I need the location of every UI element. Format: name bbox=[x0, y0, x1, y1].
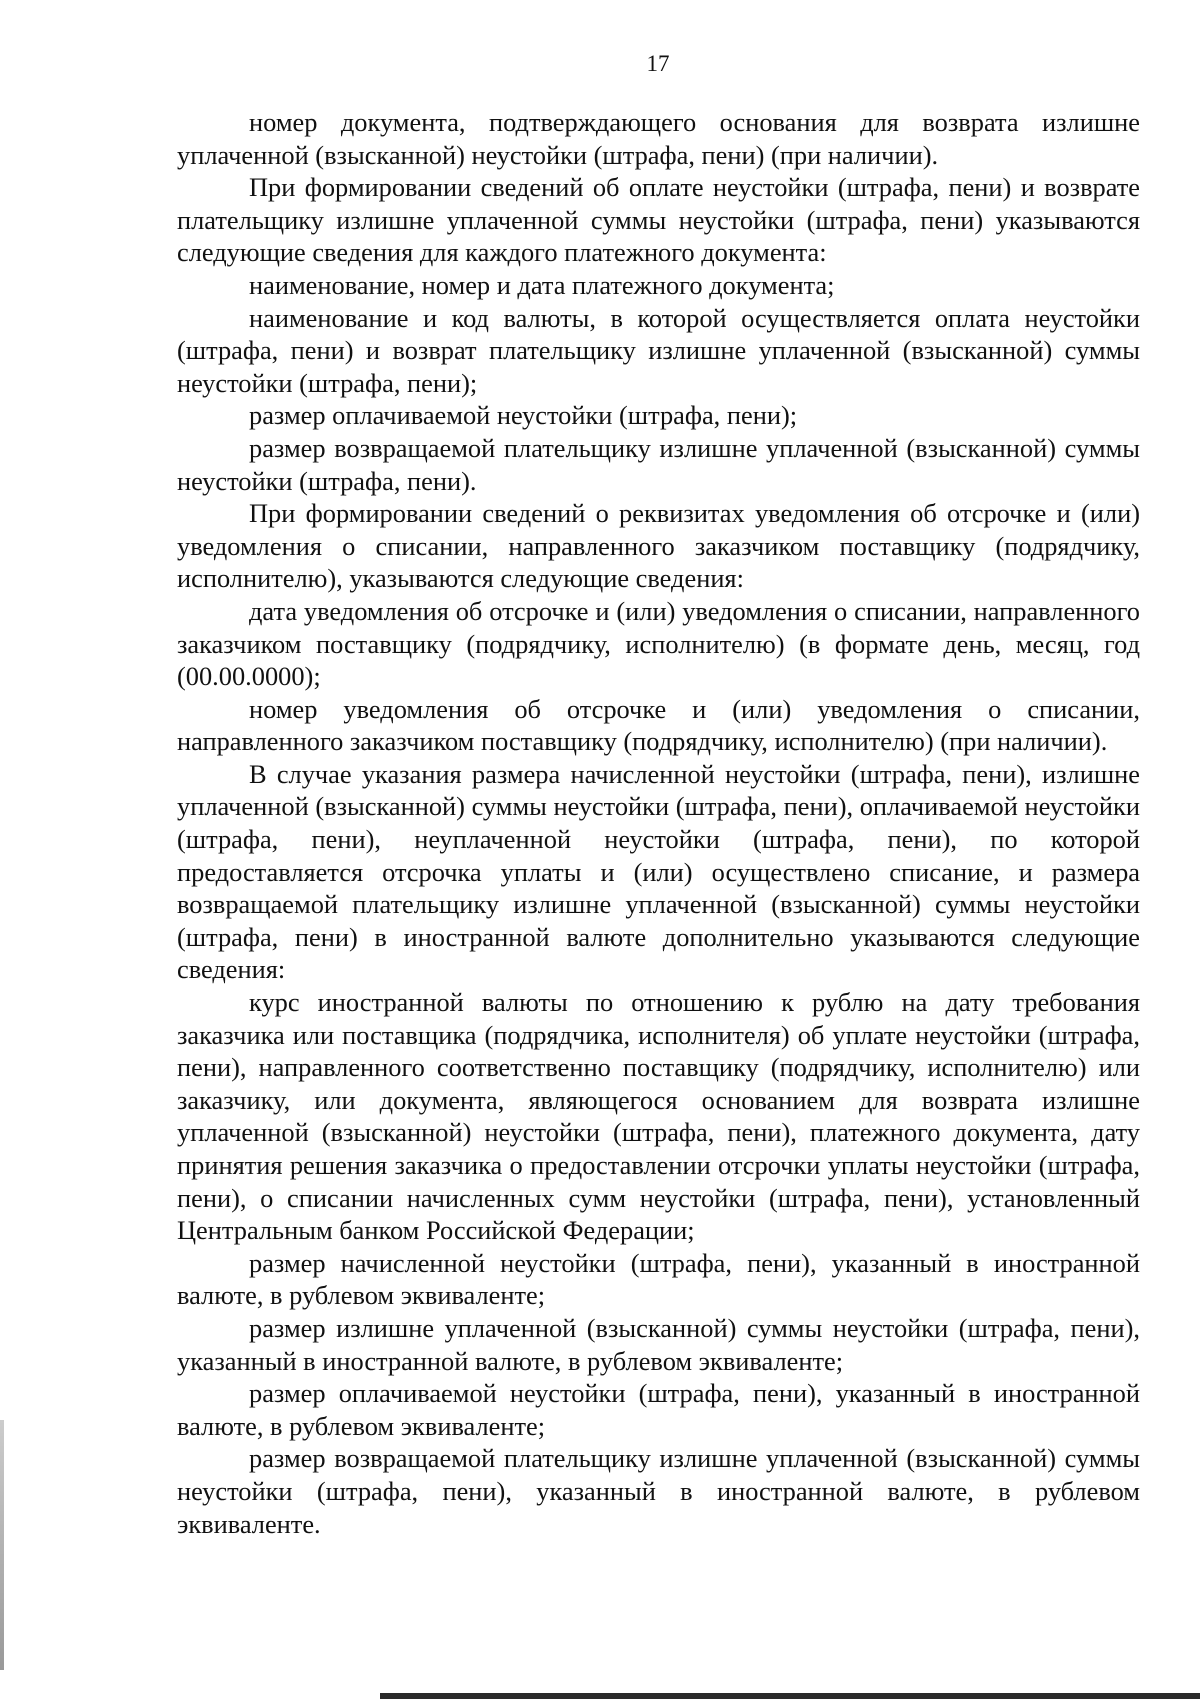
paragraph: наименование и код валюты, в которой осуществляется оплата неустойки (штрафа, пени) и возврат плательщику излишне уплаченной (взысканной) суммы неустойки (штрафа, пени); bbox=[177, 302, 1140, 398]
paragraph: размер оплачиваемой неустойки (штрафа, пени), указанный в иностранной валюте, в рублевом эквиваленте; bbox=[177, 1378, 1140, 1441]
paragraph: размер оплачиваемой неустойки (штрафа, пени); bbox=[249, 400, 798, 431]
paragraph: размер излишне уплаченной (взысканной) суммы неустойки (штрафа, пени), указанный в иностранной валюте, в рублевом эквиваленте; bbox=[177, 1312, 1140, 1376]
paragraph: размер начисленной неустойки (штрафа, пени), указанный в иностранной валюте, в рублевом эквиваленте; bbox=[177, 1247, 1140, 1311]
document-body bbox=[177, 106, 1140, 1540]
paragraph: размер возвращаемой плательщику излишне уплаченной (взысканной) суммы неустойки (штрафа, пени), указанный в иностранной валюте, в рублевом эквиваленте. bbox=[177, 1443, 1140, 1539]
paragraph: размер возвращаемой плательщику излишне уплаченной (взысканной) суммы неустойки (штрафа, пени). bbox=[177, 432, 1140, 496]
scan-bottom-edge bbox=[380, 1693, 1200, 1699]
paragraph: наименование, номер и дата платежного документа; bbox=[249, 269, 835, 300]
paragraph: При формировании сведений об оплате неустойки (штрафа, пени) и возврате плательщику излишне уплаченной суммы неустойки (штрафа, пени) указываются следующие сведения для каждого платежного документа: bbox=[177, 172, 1140, 268]
paragraph: В случае указания размера начисленной неустойки (штрафа, пени), излишне уплаченной (взысканной) суммы неустойки (штрафа, пени), оплачиваемой неустойки (штрафа, пени), неуплаченной неустойки (штрафа, пени), по которой предоставляется отсрочка уплаты и (или) осуществлено списание, и размера возвращаемой плательщику излишне уплаченной (взысканной) суммы неустойки (штрафа, пени) в иностранной валюте дополнительно указываются следующие сведения: bbox=[177, 758, 1140, 985]
paragraph: При формировании сведений о реквизитах уведомления об отсрочке и (или) уведомления о списании, направленного заказчиком поставщику (подрядчику, исполнителю), указываются следующие сведения: bbox=[177, 498, 1140, 594]
paragraph: курс иностранной валюты по отношению к рублю на дату требования заказчика или поставщика (подрядчика, исполнителя) об уплате неустойки (штрафа, пени), направленного соответственно поставщику (подрядчику, исполнителю) или заказчику, или документа, являющегося основанием для возврата излишне уплаченной (взысканной) неустойки (штрафа, пени), платежного документа, дату принятия решения заказчика о предоставлении отсрочки уплаты неустойки (штрафа, пени), о списании начисленных сумм неустойки (штрафа, пени), установленный Центральным банком Российской Федерации; bbox=[177, 987, 1140, 1246]
paragraph: дата уведомления об отсрочке и (или) уведомления о списании, направленного заказчиком поставщику (подрядчику, исполнителю) (в формате день, месяц, год (00.00.0000); bbox=[177, 595, 1140, 692]
paragraph: номер уведомления об отсрочке и (или) уведомления о списании, направленного заказчиком поставщику (подрядчику, исполнителю) (при наличии). bbox=[177, 693, 1140, 757]
page-number: 17 bbox=[646, 51, 670, 76]
paragraph: номер документа, подтверждающего основания для возврата излишне уплаченной (взысканной) неустойки (штрафа, пени) (при наличии). bbox=[177, 107, 1140, 170]
scan-edge-shadow bbox=[0, 1420, 4, 1670]
